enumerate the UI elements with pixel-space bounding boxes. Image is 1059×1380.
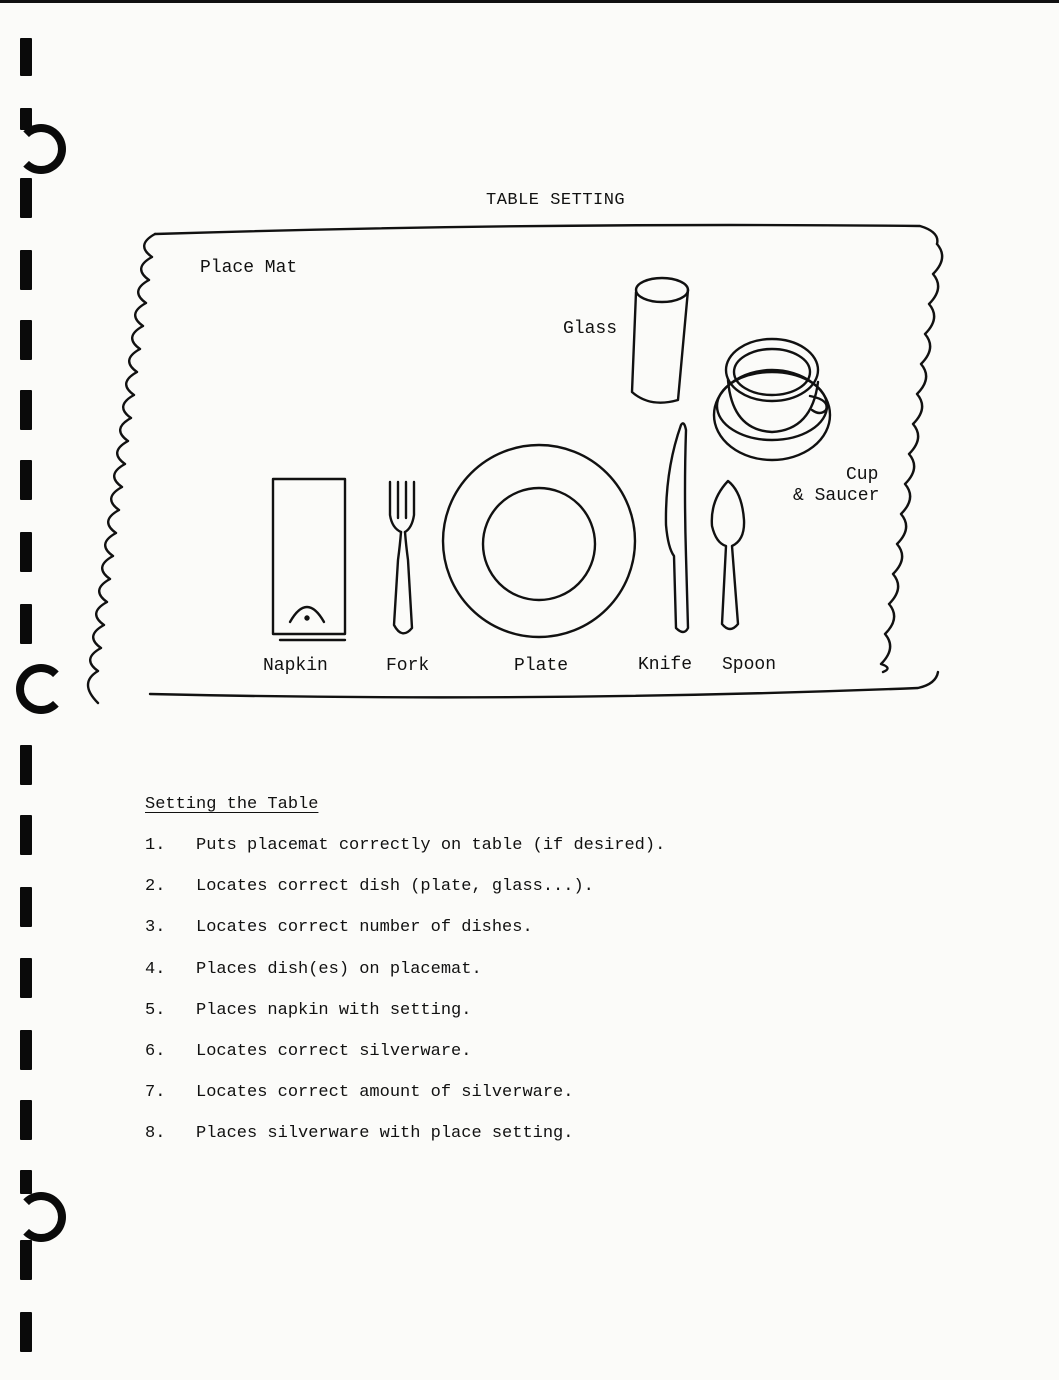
list-item	[145, 836, 665, 877]
glass-drawing	[632, 278, 688, 403]
place-mat	[88, 225, 942, 703]
list-item	[145, 918, 665, 959]
step-text: Locates correct dish (plate, glass...).	[196, 877, 594, 897]
step-text: Places dish(es) on placemat.	[196, 959, 482, 979]
step-number: 5.	[145, 1000, 166, 1020]
label-spoon: Spoon	[722, 655, 777, 675]
step-number: 3.	[145, 918, 166, 938]
list-item	[145, 960, 665, 1001]
step-number: 6.	[145, 1041, 166, 1061]
step-number: 4.	[145, 959, 166, 979]
plate-drawing	[443, 445, 635, 637]
label-glass: Glass	[563, 319, 618, 339]
napkin-drawing	[273, 479, 345, 640]
label-knife: Knife	[638, 655, 693, 675]
list-item	[145, 1124, 665, 1165]
step-text: Puts placemat correctly on table (if desired).	[196, 836, 666, 855]
list-item	[145, 1001, 665, 1042]
label-fork: Fork	[386, 656, 430, 676]
document-title: TABLE SETTING	[486, 191, 626, 210]
knife-drawing	[666, 423, 688, 632]
step-text: Locates correct number of dishes.	[196, 918, 533, 938]
list-item	[145, 1083, 665, 1124]
section-heading: Setting the Table	[145, 795, 319, 814]
label-plate: Plate	[514, 656, 569, 676]
step-number: 8.	[145, 1124, 166, 1144]
cup-and-saucer-drawing	[714, 339, 830, 460]
fork-drawing	[390, 482, 414, 633]
spoon-drawing	[712, 481, 744, 629]
step-number: 2.	[145, 877, 166, 897]
step-text: Places napkin with setting.	[196, 1000, 472, 1020]
step-text: Locates correct amount of silverware.	[196, 1083, 574, 1103]
list-item	[145, 877, 665, 918]
label-cup: Cup	[846, 465, 879, 485]
list-item	[145, 1042, 665, 1083]
step-text: Locates correct silverware.	[196, 1041, 472, 1061]
label-place-mat: Place Mat	[200, 258, 298, 278]
step-text: Places silverware with place setting.	[196, 1124, 574, 1144]
steps-list	[145, 836, 665, 1166]
step-number: 7.	[145, 1083, 166, 1103]
step-number: 1.	[145, 836, 166, 855]
label-napkin: Napkin	[263, 656, 328, 676]
label-saucer: & Saucer	[793, 486, 880, 506]
